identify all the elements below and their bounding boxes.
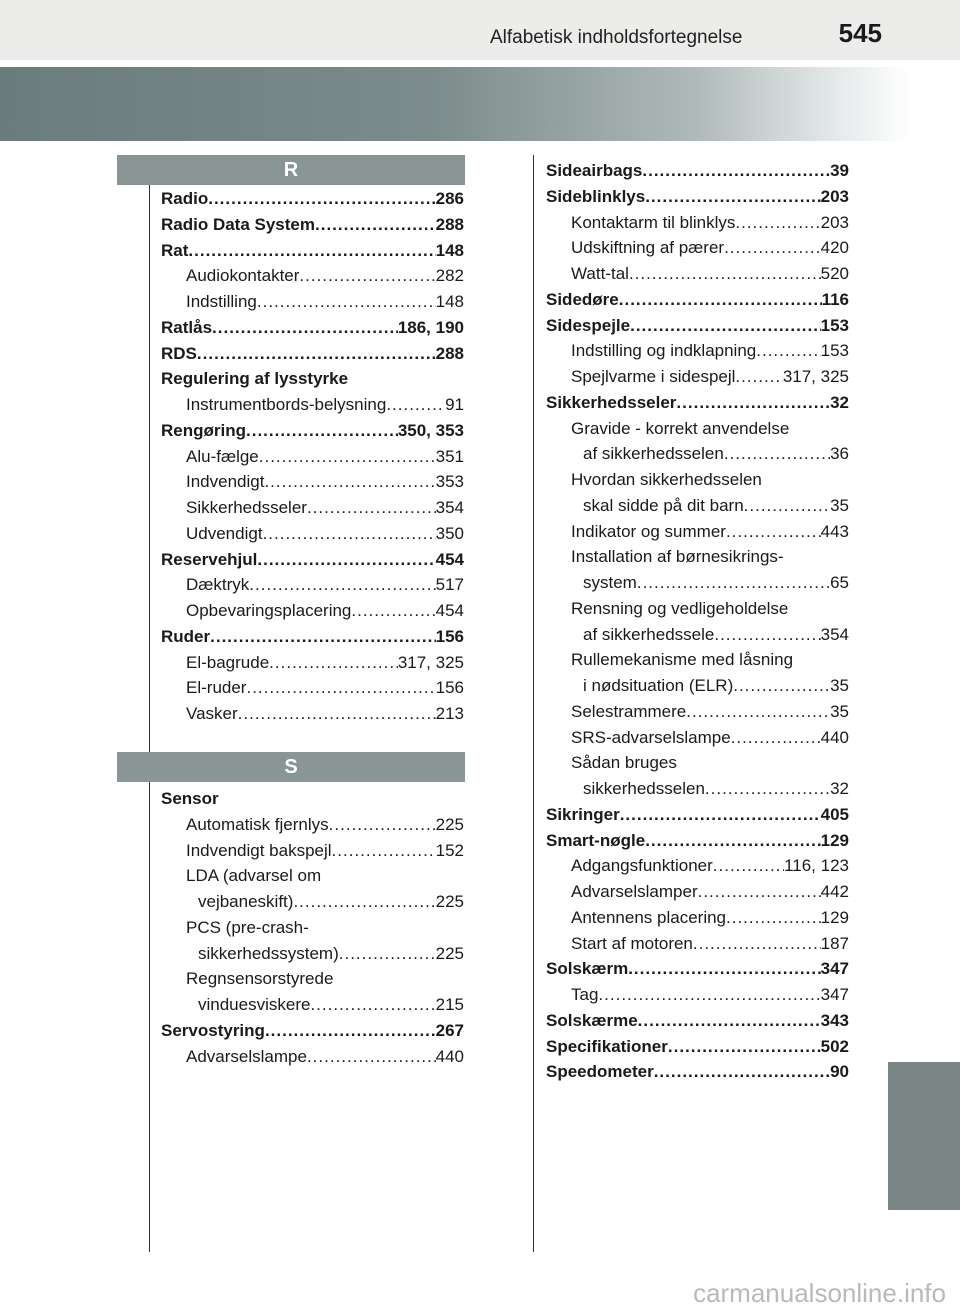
index-entry-label: Sideblinklys <box>546 186 646 206</box>
index-entry-label: Installation af børnesikrings- <box>571 547 784 567</box>
index-entry <box>571 905 849 931</box>
leader-dots <box>645 184 820 210</box>
index-entry <box>583 493 849 519</box>
index-entry <box>186 444 464 470</box>
index-entry <box>571 416 849 442</box>
index-entry-page: 153 <box>820 315 849 335</box>
leader-dots <box>726 905 821 931</box>
index-entry-label: Servostyring <box>161 1020 265 1040</box>
index-entry-page: 520 <box>820 264 849 283</box>
index-entry-label: Regulering af lysstyrke <box>161 369 349 389</box>
index-entry <box>571 364 849 390</box>
index-entry-page: 32 <box>830 779 849 798</box>
index-entry-label: Advarselslampe <box>186 1046 307 1066</box>
leader-dots <box>628 956 820 982</box>
index-entry <box>571 647 849 673</box>
leader-dots <box>351 598 435 624</box>
index-entry <box>198 941 464 967</box>
index-entry-page: 440 <box>820 727 849 747</box>
index-entry-page: 215 <box>435 995 464 1014</box>
index-entry-label: Ratlås <box>161 317 213 337</box>
right-column-rule <box>533 155 534 1252</box>
leader-dots <box>676 390 830 416</box>
index-entry-page: 405 <box>820 804 849 824</box>
index-entry-page: 343 <box>820 1010 849 1030</box>
index-entry-page: 225 <box>435 892 464 911</box>
section-header-r: R <box>117 155 465 185</box>
index-entry-page: 90 <box>830 1062 849 1082</box>
leader-dots <box>197 341 436 367</box>
index-entry <box>198 992 464 1018</box>
index-entry-page: 454 <box>435 549 464 569</box>
leader-dots <box>705 776 830 802</box>
leader-dots <box>265 1018 436 1044</box>
index-entry-page: 35 <box>830 495 849 515</box>
index-entry <box>161 341 464 367</box>
index-entry-label: Rengøring <box>161 420 246 440</box>
index-entry <box>583 441 849 467</box>
index-entry-page: 225 <box>435 814 464 834</box>
index-entry-page: 502 <box>820 1036 849 1056</box>
index-entry-label: Speedometer <box>546 1062 654 1082</box>
index-entry-label: Ruder <box>161 626 211 646</box>
index-entry-label: Sikkerhedsseler <box>546 392 677 412</box>
index-entry-label: sikkerhedsselen <box>583 779 705 798</box>
index-entry-label: Indvendigt bakspejl <box>186 840 332 860</box>
index-entry <box>583 776 849 802</box>
index-entry-label: vejbaneskift) <box>198 892 294 911</box>
index-entry-label: Radio Data System <box>161 214 315 234</box>
index-entry-label: RDS <box>161 343 197 363</box>
leader-dots <box>315 212 436 238</box>
index-entry-label: Spejlvarme i sidespejl <box>571 367 736 386</box>
index-entry <box>186 263 464 289</box>
leader-dots <box>735 364 782 390</box>
index-entry <box>546 802 849 828</box>
index-entry-page: 353 <box>435 472 464 492</box>
index-entry <box>571 982 849 1008</box>
index-entry <box>571 235 849 261</box>
index-entry <box>186 863 464 889</box>
index-entry-label: sikkerhedssystem) <box>198 943 339 963</box>
index-entry <box>198 889 464 915</box>
index-entry <box>161 547 464 573</box>
leader-dots <box>731 725 821 751</box>
index-entry <box>186 469 464 495</box>
index-entry-label: Udvendigt <box>186 523 263 543</box>
leader-dots <box>307 495 436 521</box>
index-entry-label: Sensor <box>161 789 219 808</box>
index-entry-label: Udskiftning af pærer <box>571 238 725 258</box>
index-entry <box>186 675 464 701</box>
index-entry <box>571 750 849 776</box>
index-entry-label: Hvordan sikkerhedsselen <box>571 470 762 489</box>
index-entry-label: Sikkerhedsseler <box>186 498 307 517</box>
index-entry-label: Radio <box>161 189 209 208</box>
index-entry <box>546 956 849 982</box>
index-entry-label: Specifikationer <box>546 1036 668 1056</box>
leader-dots <box>668 1034 821 1060</box>
watermark: carmanualsonline.info <box>693 1278 946 1308</box>
index-entry-page: 203 <box>820 186 849 206</box>
index-entry-page: 152 <box>435 840 464 860</box>
index-entry-label: Sidespejle <box>546 315 631 335</box>
index-entry <box>161 786 464 812</box>
index-entry-label: Regnsensorstyrede <box>186 969 334 989</box>
index-entry-page: 129 <box>820 830 849 850</box>
index-entry-label: Automatisk fjernlys <box>186 814 329 834</box>
index-entry-page: 39 <box>830 161 849 180</box>
chapter-tab <box>888 1062 960 1210</box>
index-entry-label: Kontaktarm til blinklys <box>571 212 736 232</box>
header-banner <box>0 67 960 141</box>
index-entry-page: 443 <box>820 521 849 541</box>
leader-dots <box>257 547 435 573</box>
leader-dots <box>339 941 436 967</box>
index-entry-label: Opbevaringsplacering <box>186 601 352 620</box>
index-entry <box>571 879 849 905</box>
index-entry-label: Adgangsfunktioner <box>571 856 713 876</box>
leader-dots <box>299 263 435 289</box>
index-entry-page: 267 <box>435 1020 464 1040</box>
index-entry-page: 225 <box>435 943 464 963</box>
index-entry <box>186 598 464 624</box>
index-entry <box>161 315 464 341</box>
index-entry-page: 148 <box>435 240 464 260</box>
index-entry <box>571 210 849 236</box>
index-entry-page: 351 <box>435 446 464 466</box>
leader-dots <box>744 493 830 519</box>
leader-dots <box>620 802 821 828</box>
index-entry-label: af sikkerhedssele <box>583 624 715 644</box>
index-entry <box>186 650 464 676</box>
index-entry-label: Selestrammere <box>571 701 687 721</box>
section-header-s: S <box>117 752 465 782</box>
leader-dots <box>307 1044 436 1070</box>
index-entry-label: PCS (pre-crash- <box>186 917 309 937</box>
index-entry-page: 440 <box>435 1046 464 1066</box>
index-entry <box>583 570 849 596</box>
index-entry-label: Solskærm <box>546 959 629 979</box>
index-entry-label: Start af motoren <box>571 933 693 953</box>
page-title: Alfabetisk indholdsfortegnelse <box>490 27 743 48</box>
leader-dots <box>724 441 830 467</box>
index-entry-label: af sikkerhedsselen <box>583 444 724 464</box>
index-entry-label: Alu-fælge <box>186 446 259 466</box>
index-entry-page: 454 <box>435 601 464 620</box>
index-entry-label: Instrumentbords-belysning <box>186 395 387 414</box>
leader-dots <box>645 828 820 854</box>
index-entry-page: 286 <box>435 189 464 208</box>
leader-dots <box>642 158 830 184</box>
leader-dots <box>269 650 398 676</box>
index-entry-label: LDA (advarsel om <box>186 866 322 886</box>
leader-dots <box>257 289 436 315</box>
leader-dots <box>686 699 830 725</box>
leader-dots <box>310 992 435 1018</box>
leader-dots <box>698 879 821 905</box>
index-entry-label: Indvendigt <box>186 472 265 492</box>
index-entry <box>186 392 464 418</box>
leader-dots <box>713 853 784 879</box>
index-entry-label: Dæktryk <box>186 575 250 595</box>
index-entry-page: 282 <box>435 266 464 286</box>
index-entry <box>161 238 464 264</box>
index-entry <box>186 289 464 315</box>
index-entry-page: 213 <box>435 704 464 723</box>
index-entry-label: Sidedøre <box>546 289 619 309</box>
index-entry <box>571 853 849 879</box>
index-entry-label: El-ruder <box>186 678 247 698</box>
index-entry <box>161 418 464 444</box>
index-entry <box>546 158 849 184</box>
index-entry <box>186 838 464 864</box>
index-entry-label: skal sidde på dit barn <box>583 495 744 515</box>
index-entry <box>546 1008 849 1034</box>
index-entry <box>546 828 849 854</box>
index-entry <box>161 366 464 392</box>
index-entry-page: 156 <box>435 678 464 698</box>
index-entry-label: Reservehjul <box>161 549 258 569</box>
index-entry <box>161 1018 464 1044</box>
index-entry-label: system <box>583 573 637 592</box>
index-entry-page: 347 <box>820 985 849 1004</box>
index-entry-page: 317, 325 <box>782 367 849 386</box>
index-entry <box>546 1059 849 1085</box>
index-entry-page: 129 <box>820 907 849 927</box>
index-entry <box>186 701 464 727</box>
index-entry-label: Audiokontakter <box>186 266 300 286</box>
index-entry <box>546 390 849 416</box>
index-entry-label: Sikringer <box>546 804 620 824</box>
index-entry-label: Advarselslamper <box>571 882 698 901</box>
index-entry-page: 354 <box>435 498 464 517</box>
index-entry <box>186 915 464 941</box>
leader-dots <box>249 572 435 598</box>
index-entry <box>161 212 464 238</box>
index-entry-label: vinduesviskere <box>198 995 311 1014</box>
index-entry-label: Indstilling <box>186 292 257 311</box>
leader-dots <box>188 238 435 264</box>
index-entry-page: 354 <box>820 624 849 644</box>
index-entry-page: 153 <box>820 341 849 361</box>
index-entry <box>571 931 849 957</box>
index-entry <box>186 495 464 521</box>
index-entry-page: 350 <box>435 523 464 543</box>
index-entry-label: Smart-nøgle <box>546 830 646 850</box>
index-entry <box>546 287 849 313</box>
index-entry-label: Rensning og vedligeholdelse <box>571 598 789 618</box>
index-entry-label: Vasker <box>186 704 238 723</box>
index-entry-label: Watt-tal <box>571 264 629 283</box>
index-entry <box>186 966 464 992</box>
leader-dots <box>598 982 820 1008</box>
index-entry <box>571 725 849 751</box>
index-entry-label: Indstilling og indklapning <box>571 341 757 361</box>
index-entry-page: 517 <box>435 575 464 595</box>
index-entry-page: 350, 353 <box>397 420 464 440</box>
index-entry <box>571 338 849 364</box>
index-entry-page: 91 <box>445 395 464 414</box>
leader-dots <box>332 838 436 864</box>
leader-dots <box>724 235 821 261</box>
leader-dots <box>264 469 435 495</box>
page-number: 545 <box>838 18 882 48</box>
leader-dots <box>293 889 435 915</box>
index-entry <box>571 261 849 287</box>
leader-dots <box>386 392 445 418</box>
index-entry-page: 187 <box>820 933 849 953</box>
index-entry-label: Gravide - korrekt anvendelse <box>571 418 790 438</box>
index-entry-label: Rat <box>161 240 189 260</box>
index-entry-page: 35 <box>830 676 849 695</box>
index-entry <box>161 186 464 212</box>
index-entry-page: 35 <box>830 701 849 721</box>
index-entry <box>161 624 464 650</box>
leader-dots <box>735 210 820 236</box>
leader-dots <box>637 570 830 596</box>
index-entry-page: 347 <box>820 959 849 979</box>
leader-dots <box>238 701 436 727</box>
index-entry-page: 317, 325 <box>397 652 464 672</box>
index-entry <box>583 673 849 699</box>
index-entry <box>571 544 849 570</box>
index-entry-page: 420 <box>820 238 849 258</box>
index-entry <box>571 519 849 545</box>
index-entry-page: 442 <box>820 882 849 901</box>
leader-dots <box>246 418 398 444</box>
index-entry-label: Antennens placering <box>571 907 727 927</box>
leader-dots <box>259 444 436 470</box>
index-entry-page: 32 <box>830 392 849 412</box>
index-entry <box>546 1034 849 1060</box>
page-header-bar <box>0 0 960 60</box>
index-entry-page: 288 <box>435 214 464 234</box>
leader-dots <box>638 1008 821 1034</box>
index-entry-label: Indikator og summer <box>571 521 726 541</box>
index-entry-page: 148 <box>435 292 464 311</box>
leader-dots <box>693 931 821 957</box>
leader-dots <box>756 338 820 364</box>
index-entry-label: Tag <box>571 985 599 1004</box>
index-entry <box>571 596 849 622</box>
index-entry-label: Rullemekanisme med låsning <box>571 650 794 670</box>
leader-dots <box>630 313 821 339</box>
index-entry-label: Sideairbags <box>546 161 643 180</box>
leader-dots <box>654 1059 830 1085</box>
leader-dots <box>263 521 436 547</box>
index-entry-page: 156 <box>435 626 464 646</box>
index-entry <box>546 184 849 210</box>
index-entry-page: 116, 123 <box>784 856 849 876</box>
leader-dots <box>208 186 435 212</box>
index-entry-label: El-bagrude <box>186 652 270 672</box>
leader-dots <box>210 624 436 650</box>
index-entry <box>571 699 849 725</box>
index-entry <box>186 812 464 838</box>
leader-dots <box>246 675 435 701</box>
leader-dots <box>629 261 821 287</box>
leader-dots <box>619 287 822 313</box>
index-entry-page: 186, 190 <box>397 317 464 337</box>
index-entry-page: 36 <box>830 444 849 464</box>
index-entry-page: 203 <box>820 212 849 232</box>
leader-dots <box>733 673 830 699</box>
index-entry-page: 116 <box>821 289 849 309</box>
left-column-rule <box>149 185 150 1252</box>
leader-dots <box>212 315 398 341</box>
index-entry <box>186 521 464 547</box>
leader-dots <box>726 519 821 545</box>
index-entry <box>186 572 464 598</box>
index-entry-label: Solskærme <box>546 1010 638 1030</box>
index-entry-page: 288 <box>435 343 464 363</box>
index-entry <box>546 313 849 339</box>
index-entry-label: SRS-advarselslampe <box>571 727 731 747</box>
index-entry-label: Sådan bruges <box>571 753 677 773</box>
index-entry <box>583 622 849 648</box>
leader-dots <box>329 812 436 838</box>
index-entry-label: i nødsituation (ELR) <box>583 676 734 695</box>
index-entry <box>186 1044 464 1070</box>
index-entry <box>571 467 849 493</box>
leader-dots <box>714 622 820 648</box>
index-entry-page: 65 <box>830 573 849 592</box>
